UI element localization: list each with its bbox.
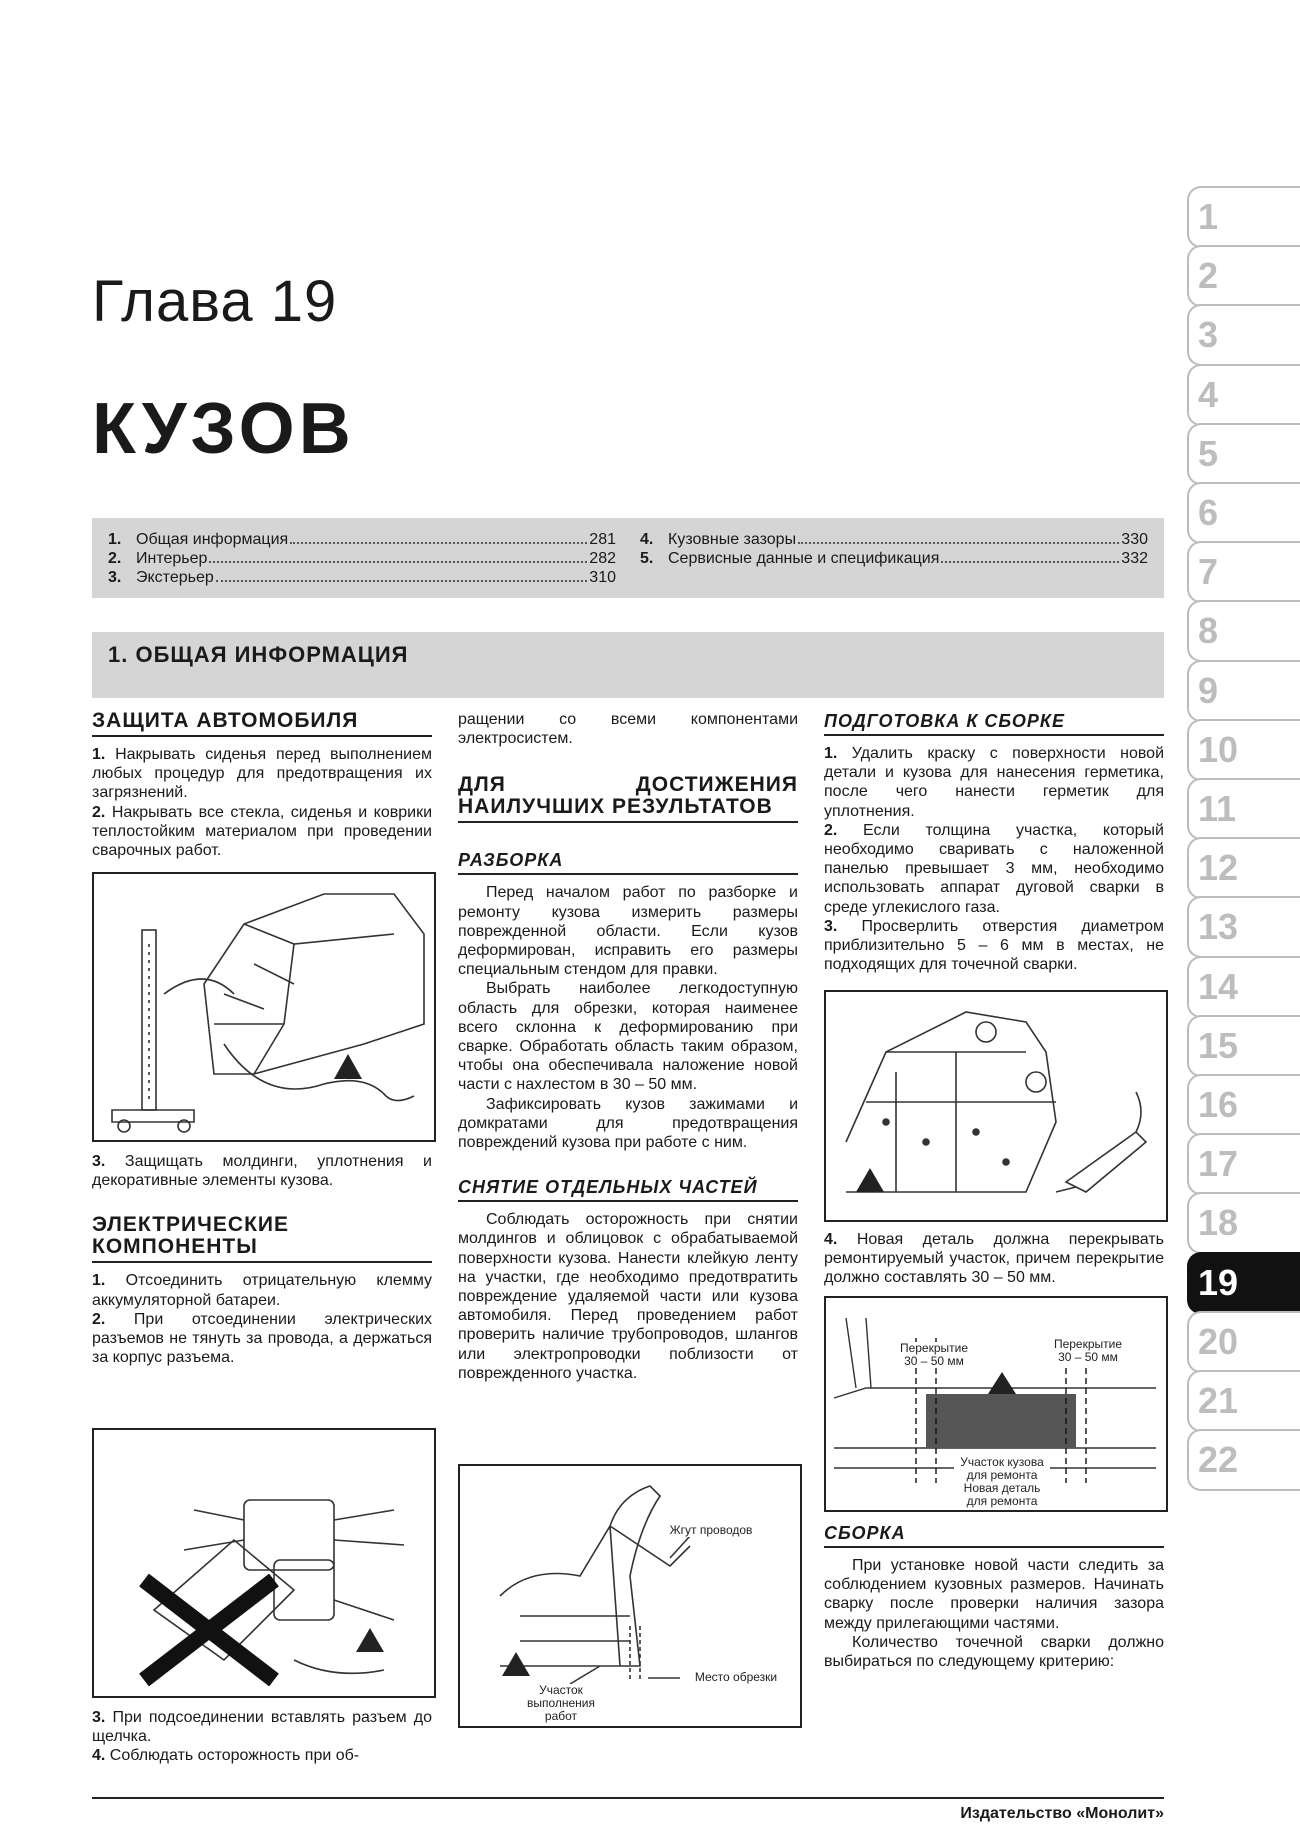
pillar-illustration — [460, 1466, 800, 1726]
paragraph-text: Просверлить отверстия диаметром приблизительно 5 – 6 мм в местах, не подходящих для точечной сварки. — [824, 917, 1164, 974]
chapter-tab-18[interactable] — [1181, 1190, 1300, 1254]
figure-pillar-cut — [458, 1464, 802, 1728]
heading-electrical: ЭЛЕКТРИЧЕСКИЕ КОМПОНЕНТЫ — [92, 1214, 432, 1263]
paragraph-text: Накрывать сиденья перед выполнением любых процедур для предотвращения их загрязнений. — [92, 746, 432, 802]
chapter-tab-9[interactable] — [1181, 658, 1300, 722]
toc-page: 310 — [589, 569, 616, 586]
item-num: 3. — [824, 917, 838, 935]
publisher: Издательство «Монолит» — [960, 1805, 1164, 1822]
tab-label: 17 — [1198, 1143, 1239, 1185]
chapter-tab-19[interactable] — [1181, 1250, 1300, 1314]
toc-page: 332 — [1121, 550, 1148, 567]
heading-protect: ЗАЩИТА АВТОМОБИЛЯ — [92, 710, 432, 737]
chapter-tab-3[interactable] — [1181, 302, 1300, 366]
paragraph: Соблюдать осторожность при снятии молдингов и облицовок с обрабатываемой поверхности кузова. Нанести клейкую ленту на участки, где необходимо предотвратить повреждение удаляемой части или кузова автомобиля. Перед проведением работ проверить наличие трубопроводов, шлангов или электропроводки поблизости от поврежденного участка. — [458, 1211, 798, 1382]
tab-label: 7 — [1198, 551, 1219, 593]
paragraph: Выбрать наиболее легкодоступную область для обрезки, которая наименее всего склонна к деформированию при сварке. Обработать область таким образом, чтобы она обеспечивала наложение новой части с нахлестом в 30 – 50 мм. — [458, 980, 798, 1094]
paragraph — [92, 1271, 432, 1309]
chapter-tab-21[interactable] — [1181, 1368, 1300, 1432]
paragraph — [92, 745, 432, 803]
paragraph-text: Накрывать все стекла, сиденья и коврики теплостойким материалом при проведении сварочных работ. — [92, 803, 433, 860]
chapter-tab-14[interactable] — [1181, 954, 1300, 1018]
heading-best-results: ДЛЯ ДОСТИЖЕНИЯ НАИЛУЧШИХ РЕЗУЛЬТАТОВ — [458, 774, 798, 823]
toc-num: 5. — [640, 550, 654, 567]
chapter-tab-15[interactable] — [1181, 1013, 1300, 1077]
paragraph: Перед началом работ по разборке и ремонту кузова измерить размеры поврежденной области. Если кузов деформирован, исправить его размеры специальным стендом для правки. — [458, 884, 798, 979]
toc-num: 2. — [108, 550, 122, 567]
tab-label: 9 — [1198, 669, 1219, 711]
paragraph-text: Удалить краску с поверхности новой детали и кузова для нанесения герметика, после чего нанести герметик для уплотнения. — [824, 745, 1165, 820]
label-cut-place: Место обрезки — [684, 1671, 788, 1684]
chapter-tab-6[interactable] — [1181, 480, 1300, 544]
label-work-area: Участок выполнения работ — [522, 1684, 600, 1723]
chapter-tab-13[interactable] — [1181, 894, 1300, 958]
label-overlap-right: Перекрытие 30 – 50 мм — [1046, 1338, 1130, 1364]
label-new-part: Новая деталь для ремонта — [954, 1482, 1050, 1508]
toc-num: 4. — [640, 531, 654, 548]
label-overlap-left: Перекрытие 30 – 50 мм — [892, 1342, 976, 1368]
figure-connector — [92, 1428, 436, 1698]
tab-label: 4 — [1198, 373, 1219, 415]
paragraph-text: Защищать молдинги, уплотнения и декоративные элементы кузова. — [92, 1153, 432, 1190]
tab-label: 1 — [1198, 196, 1219, 237]
item-num: 4. — [824, 1231, 838, 1248]
chapter-tab-10[interactable] — [1181, 717, 1300, 781]
paragraph — [824, 917, 1164, 975]
paragraph — [92, 803, 432, 861]
item-num: 1. — [92, 1272, 106, 1290]
car-stand-illustration — [94, 874, 434, 1140]
tab-label: 8 — [1198, 610, 1219, 652]
paragraph: При установке новой части следить за соблюдением кузовных размеров. Начинать сварку после проверки наличия зазора между прилегающими частями. — [824, 1557, 1164, 1632]
column-1 — [92, 710, 432, 860]
tab-label: 3 — [1198, 314, 1219, 356]
toc-item[interactable] — [108, 530, 616, 549]
column-3 — [824, 710, 1164, 974]
chapter-tab-4[interactable] — [1181, 362, 1300, 426]
figure-car-on-stand — [92, 872, 436, 1142]
section-header — [92, 632, 1164, 698]
chapter-tab-20[interactable] — [1181, 1309, 1300, 1373]
tab-label: 16 — [1198, 1084, 1239, 1125]
figure-overlap — [824, 1296, 1168, 1512]
chapter-tab-12[interactable] — [1181, 835, 1300, 899]
section-title: 1. ОБЩАЯ ИНФОРМАЦИЯ — [108, 642, 409, 667]
paragraph-text: Отсоединить отрицательную клемму аккумуляторной батареи. — [92, 1272, 432, 1309]
toc-label: Кузовные зазоры — [668, 531, 797, 548]
tab-label: 13 — [1198, 906, 1239, 948]
paragraph — [92, 1152, 432, 1190]
heading-disassembly: РАЗБОРКА — [458, 849, 798, 875]
column-3-end — [824, 1522, 1164, 1671]
heading-prep: ПОДГОТОВКА К СБОРКЕ — [824, 710, 1164, 736]
column-1-cont — [92, 1152, 432, 1367]
chapter-tab-11[interactable] — [1181, 776, 1300, 840]
item-num: 3. — [92, 1709, 106, 1726]
toc-item[interactable] — [108, 568, 616, 587]
toc-num: 1. — [108, 531, 122, 548]
tab-label: 10 — [1198, 728, 1239, 770]
item-num: 2. — [92, 1310, 106, 1328]
paragraph: Зафиксировать кузов зажимами и домкратами для предотвращения повреждений кузова при работе с ним. — [458, 1095, 798, 1152]
heading-removal: СНЯТИЕ ОТДЕЛЬНЫХ ЧАСТЕЙ — [458, 1176, 798, 1202]
tab-label: 5 — [1198, 432, 1219, 474]
item-num: 1. — [824, 745, 838, 762]
figure-drilling — [824, 990, 1168, 1222]
chapter-tab-1[interactable] — [1181, 184, 1300, 248]
toc-label: Интерьер — [136, 550, 208, 567]
heading-assembly: СБОРКА — [824, 1522, 1164, 1548]
tab-label: 11 — [1198, 788, 1237, 829]
chapter-tab-5[interactable] — [1181, 421, 1300, 485]
tab-label: 6 — [1198, 492, 1219, 533]
toc-item[interactable] — [640, 549, 1148, 568]
tab-label: 2 — [1198, 255, 1219, 297]
toc-page: 281 — [589, 531, 616, 548]
paragraph-text: Новая деталь должна перекрывать ремонтируемый участок, причем перекрытие должно составлять 30 – 50 мм. — [824, 1231, 1164, 1287]
tab-label: 15 — [1198, 1024, 1239, 1066]
chapter-tab-7[interactable] — [1181, 539, 1300, 603]
toc-right-column — [640, 530, 1148, 568]
label-harness: Жгут проводов — [656, 1524, 766, 1537]
footer-divider — [92, 1797, 1164, 1799]
paragraph-text: При подсоединении вставлять разъем до щелчка. — [92, 1709, 432, 1746]
chapter-tab-17[interactable] — [1181, 1131, 1300, 1195]
item-num: 1. — [92, 746, 106, 763]
toc-label: Общая информация — [136, 531, 289, 548]
paragraph-text: При отсоединении электрических разъемов не тянуть за провода, а держаться за корпус разъема. — [92, 1310, 432, 1367]
tab-label: 14 — [1198, 965, 1239, 1007]
item-num: 3. — [92, 1153, 106, 1170]
drilling-illustration — [826, 992, 1166, 1220]
paragraph — [92, 1708, 432, 1746]
paragraph-text: Соблюдать осторожность при об- — [109, 1747, 360, 1765]
paragraph — [92, 1310, 432, 1368]
paragraph — [824, 1230, 1164, 1288]
column-1-end — [92, 1708, 432, 1766]
paragraph-text: Если толщина участка, который необходимо сваривать с наложенной панелью превышает 3 мм, необходимо использовать аппарат дуговой сварки в среде углекислого газа. — [824, 821, 1164, 916]
paragraph: ращении со всеми компонентами электросистем. — [458, 711, 798, 748]
label-repair-area: Участок кузова для ремонта — [954, 1456, 1050, 1482]
connector-illustration — [94, 1430, 434, 1696]
chapter-number: Глава 19 — [92, 269, 338, 334]
toc-left-column — [108, 530, 616, 587]
item-num: 2. — [92, 803, 106, 821]
column-3-mid — [824, 1230, 1164, 1288]
paragraph — [824, 821, 1164, 917]
tab-label: 21 — [1198, 1380, 1239, 1421]
tab-label: 19 — [1198, 1261, 1239, 1303]
tab-label: 18 — [1198, 1202, 1239, 1244]
chapter-tab-8[interactable] — [1181, 598, 1300, 662]
tab-label: 12 — [1198, 847, 1239, 889]
toc-label: Экстерьер — [136, 569, 214, 586]
item-num: 2. — [824, 821, 838, 839]
paragraph: Количество точечной сварки должно выбираться по следующему критерию: — [824, 1633, 1164, 1671]
chapter-title: КУЗОВ — [92, 389, 355, 469]
tab-label: 22 — [1198, 1439, 1239, 1481]
column-2 — [458, 710, 798, 1383]
table-of-contents — [92, 518, 1164, 598]
chapter-tab-16[interactable] — [1181, 1072, 1300, 1136]
paragraph — [92, 1746, 432, 1765]
paragraph — [824, 744, 1164, 821]
chapter-tab-2[interactable] — [1181, 243, 1300, 307]
item-num: 4. — [92, 1747, 106, 1765]
toc-page: 330 — [1121, 531, 1148, 548]
tab-label: 20 — [1198, 1320, 1239, 1362]
toc-label: Сервисные данные и спецификация — [668, 550, 940, 567]
toc-item[interactable] — [640, 530, 1148, 549]
toc-num: 3. — [108, 569, 122, 586]
chapter-tab-22[interactable] — [1181, 1427, 1300, 1491]
toc-item[interactable] — [108, 549, 616, 568]
toc-page: 282 — [589, 550, 616, 567]
